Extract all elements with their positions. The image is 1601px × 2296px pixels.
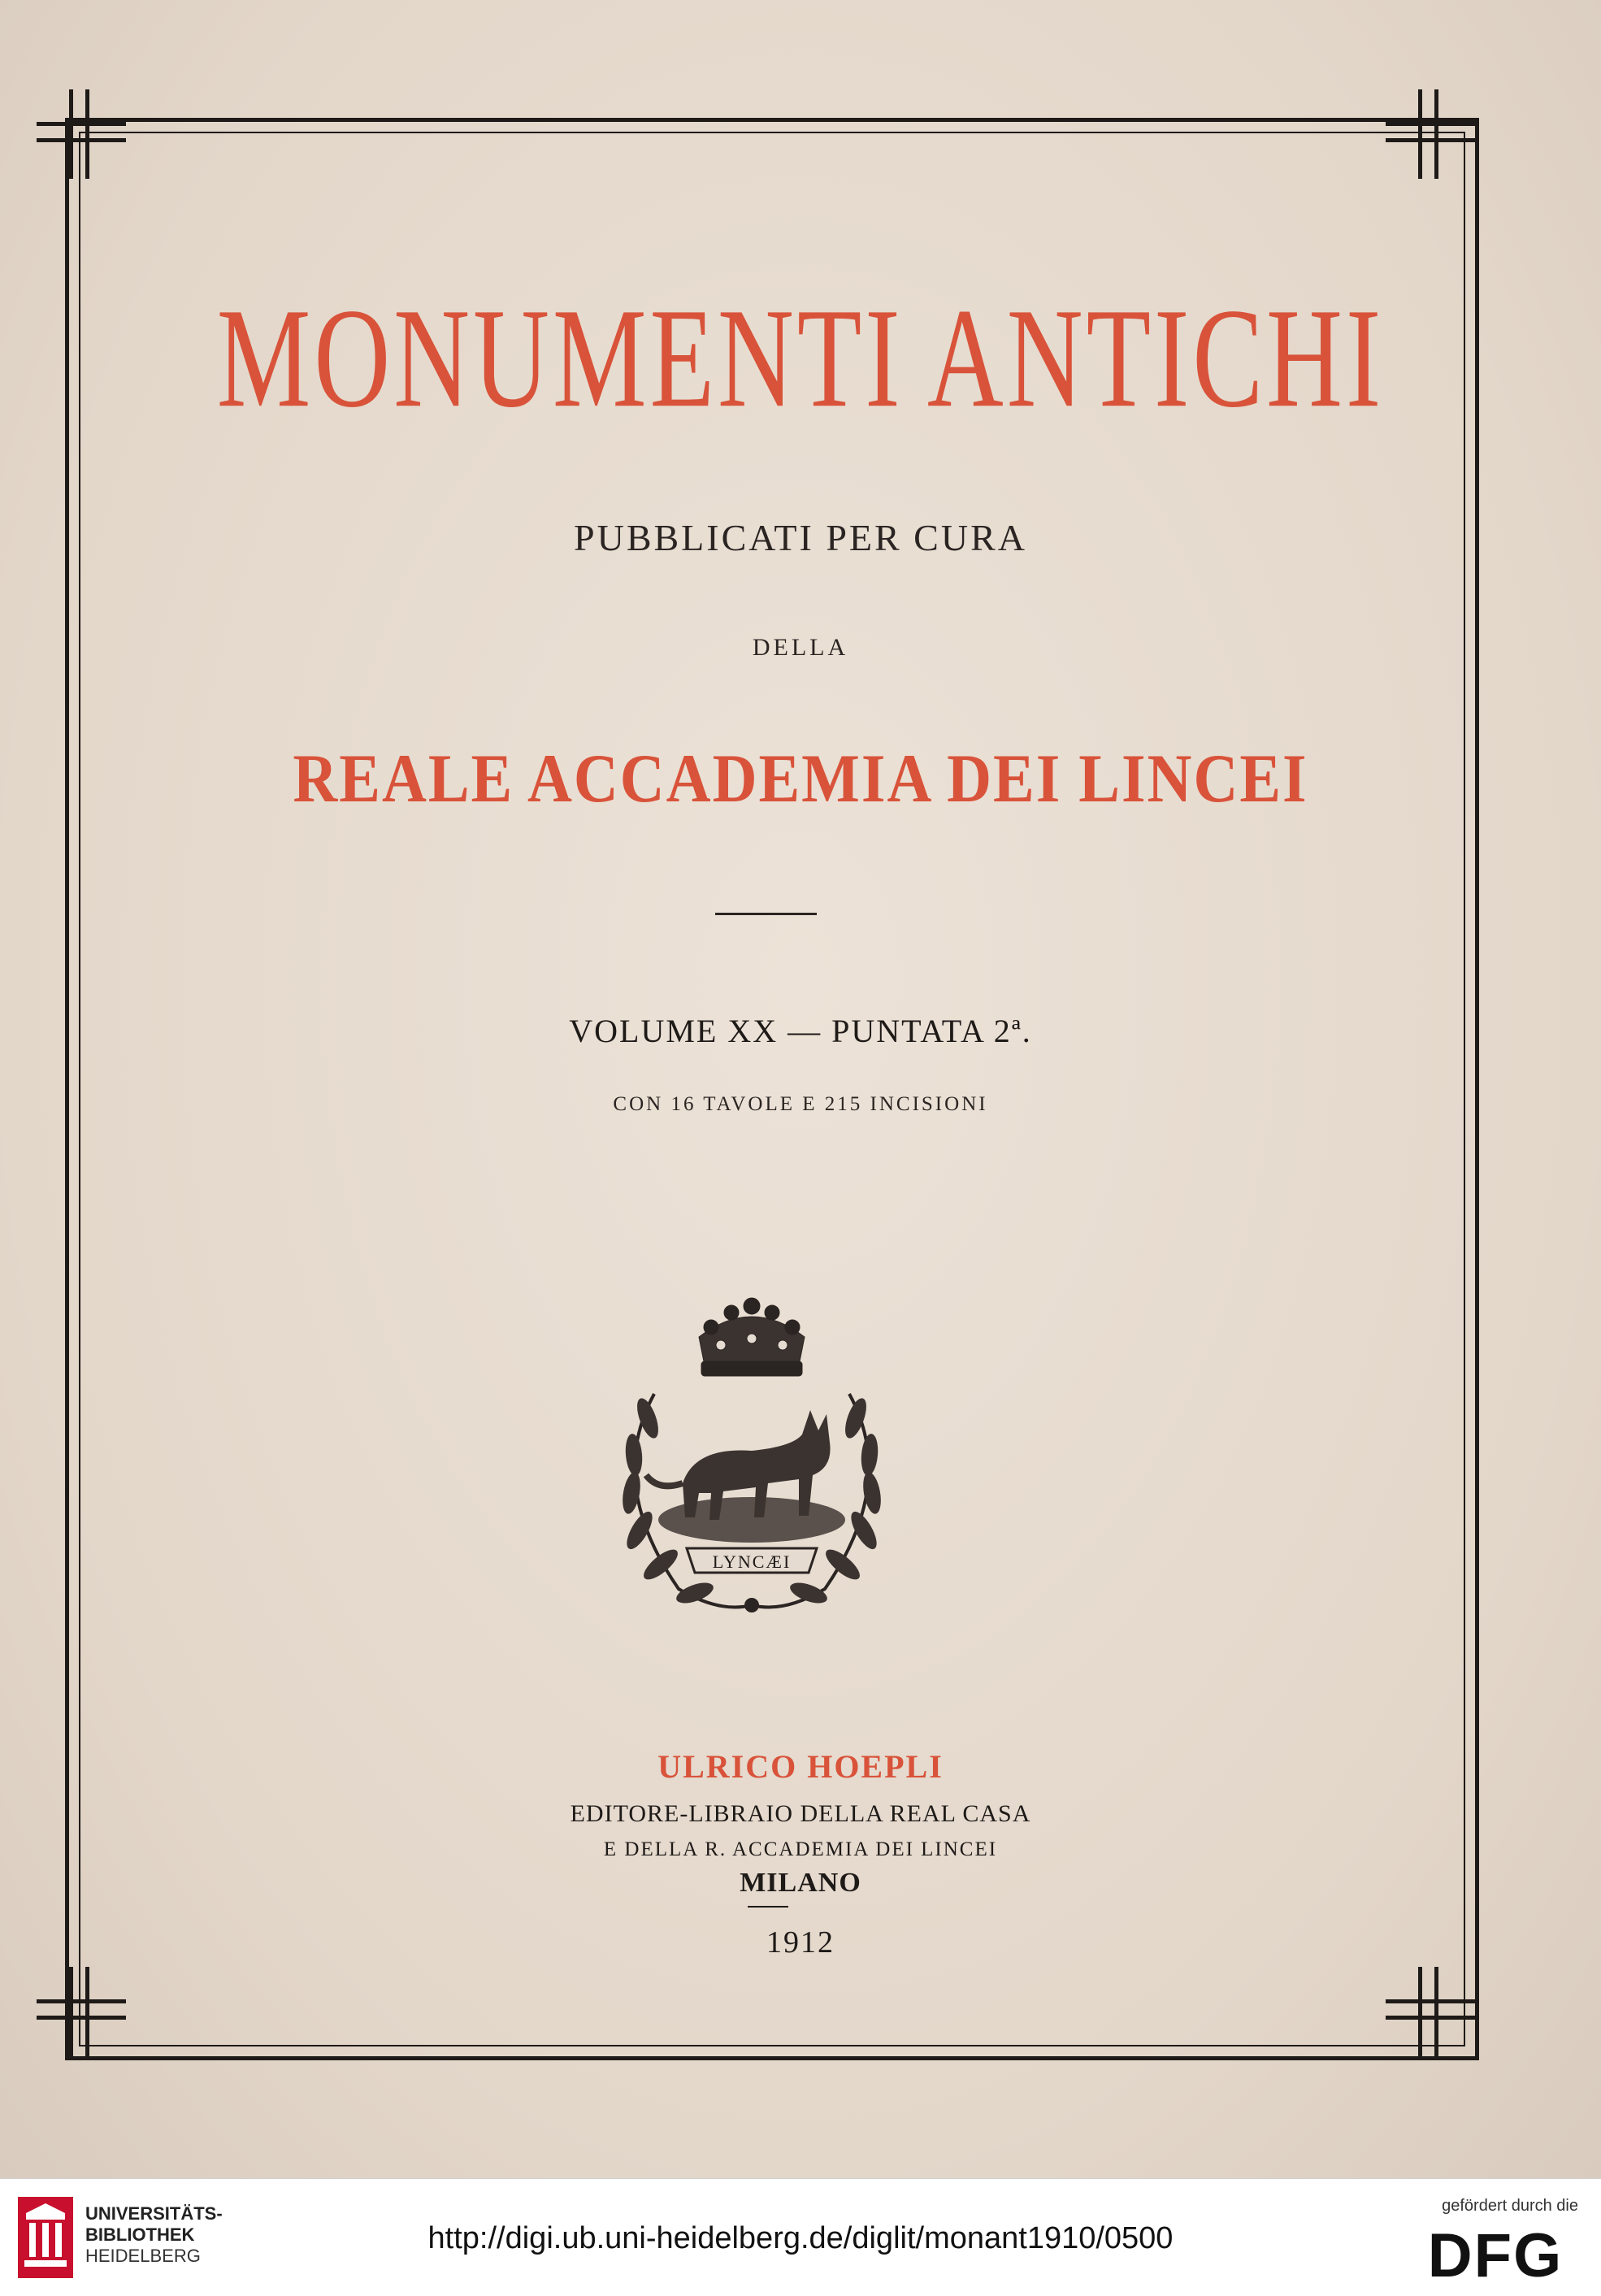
publisher-city: MILANO bbox=[740, 1868, 861, 1898]
lynx-crest-icon bbox=[589, 1280, 914, 1630]
publisher-divider bbox=[748, 1906, 788, 1908]
funded-by-text: gefördert durch die bbox=[1442, 2197, 1578, 2215]
subtitle-della: DELLA bbox=[752, 634, 849, 661]
publisher-name: ULRICO HOEPLI bbox=[657, 1748, 944, 1785]
corner-ornament-bottom-left bbox=[37, 1967, 126, 2056]
emblem-motto: LYNCÆI bbox=[712, 1552, 792, 1572]
document-title: MONUMENTI ANTICHI bbox=[216, 280, 1385, 438]
dfg-logo-text: DFG bbox=[1427, 2223, 1564, 2288]
digitization-footer bbox=[0, 2178, 1601, 2296]
institution-line-3: HEIDELBERG bbox=[85, 2246, 201, 2266]
institution-line-2: BIBLIOTHEK bbox=[85, 2224, 195, 2245]
publication-year: 1912 bbox=[766, 1925, 835, 1960]
academy-name: REALE ACCADEMIA DEI LINCEI bbox=[293, 740, 1308, 818]
publisher-line-2: E DELLA R. ACCADEMIA DEI LINCEI bbox=[603, 1838, 998, 1860]
subtitle-published-by: PUBBLICATI PER CURA bbox=[574, 517, 1027, 558]
corner-ornament-top-left bbox=[37, 89, 126, 179]
volume-info: VOLUME XX — PUNTATA 2ª. bbox=[569, 1013, 1032, 1049]
dfg-logo-icon bbox=[1414, 2223, 1577, 2288]
institution-line-1: UNIVERSITÄTS- bbox=[85, 2203, 223, 2224]
corner-ornament-bottom-right bbox=[1386, 1967, 1475, 2056]
corner-ornament-top-right bbox=[1386, 89, 1475, 179]
publisher-line-1: EDITORE-LIBRAIO DELLA REAL CASA bbox=[570, 1800, 1031, 1827]
permalink-url[interactable]: http://digi.ub.uni-heidelberg.de/diglit/monant1910/0500 bbox=[427, 2221, 1174, 2255]
plates-info: CON 16 TAVOLE E 215 INCISIONI bbox=[613, 1093, 988, 1115]
divider-rule bbox=[715, 913, 817, 915]
